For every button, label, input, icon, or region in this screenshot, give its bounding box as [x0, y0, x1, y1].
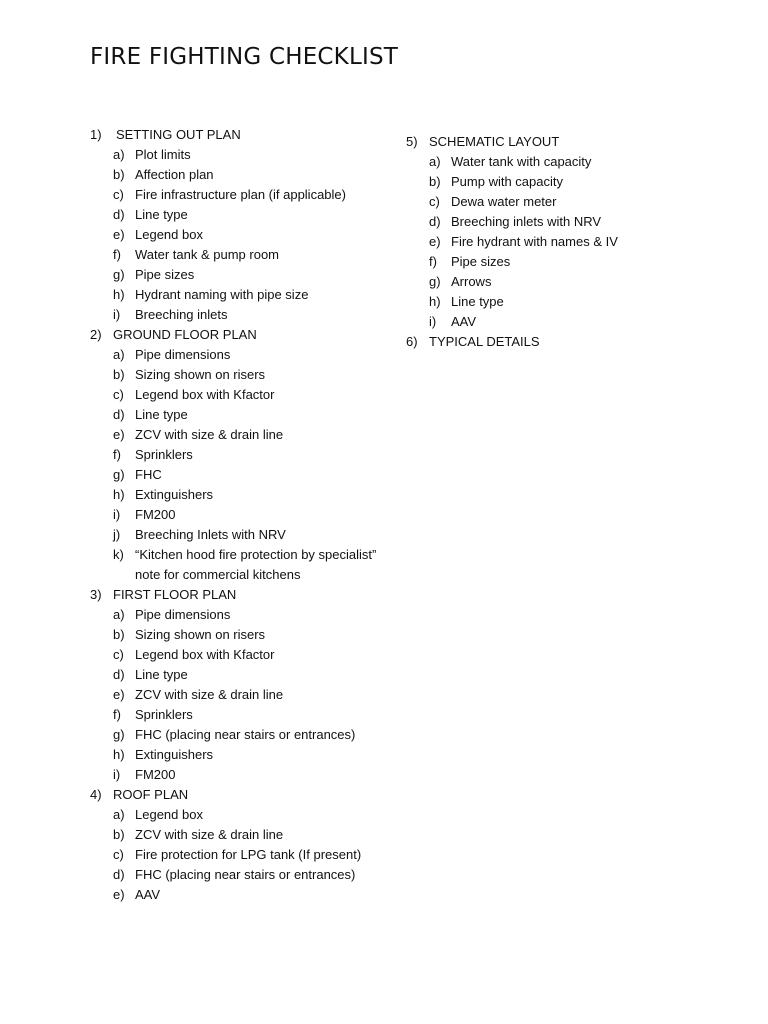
checklist-item — [90, 445, 380, 465]
section-heading — [90, 785, 380, 805]
item-letter: i) — [429, 314, 437, 329]
checklist-item — [90, 745, 380, 765]
item-letter: f) — [113, 447, 121, 462]
checklist-item — [90, 285, 380, 305]
item-text: Pipe dimensions — [135, 607, 231, 622]
checklist-item — [406, 232, 726, 252]
item-text: Sizing shown on risers — [135, 627, 266, 642]
item-text: Line type — [135, 207, 188, 222]
item-letter: e) — [113, 227, 125, 242]
item-text: Plot limits — [135, 147, 191, 162]
item-text: Line type — [135, 407, 188, 422]
item-text: Legend box with Kfactor — [135, 387, 275, 402]
item-text: Dewa water meter — [451, 194, 557, 209]
item-letter: a) — [429, 154, 441, 169]
section-heading — [90, 585, 380, 605]
item-letter: c) — [113, 847, 124, 862]
item-text: FM200 — [135, 767, 176, 782]
item-letter: a) — [113, 607, 125, 622]
checklist-item — [406, 292, 726, 312]
item-text: Affection plan — [135, 167, 214, 182]
checklist-item — [406, 172, 726, 192]
item-letter: c) — [113, 647, 124, 662]
checklist-item — [90, 145, 380, 165]
item-letter: b) — [113, 167, 125, 182]
item-letter: e) — [113, 427, 125, 442]
item-text: Arrows — [451, 274, 492, 289]
item-text: Legend box with Kfactor — [135, 647, 275, 662]
section-heading — [406, 132, 726, 152]
section-number: 4) — [90, 787, 102, 802]
item-letter: b) — [113, 827, 125, 842]
item-letter: g) — [429, 274, 441, 289]
item-text: Extinguishers — [135, 487, 214, 502]
item-letter: g) — [113, 467, 125, 482]
item-letter: g) — [113, 267, 125, 282]
checklist-item — [90, 265, 380, 285]
checklist-left-column — [90, 125, 380, 905]
checklist-item — [90, 365, 380, 385]
item-text: Hydrant naming with pipe size — [135, 287, 309, 302]
item-letter: h) — [113, 287, 125, 302]
item-letter: i) — [113, 507, 121, 522]
section-label: SETTING OUT PLAN — [116, 127, 241, 142]
checklist-item — [90, 805, 380, 825]
item-text: Line type — [135, 667, 188, 682]
item-text: FHC (placing near stairs or entrances) — [135, 867, 356, 882]
checklist-item — [90, 605, 380, 625]
item-text: AAV — [451, 314, 477, 329]
checklist-item — [90, 885, 380, 905]
item-text: Legend box — [135, 807, 203, 822]
item-text: Water tank with capacity — [451, 154, 592, 169]
item-text: “Kitchen hood fire protection by specialist” note for commercial kitchens — [135, 547, 377, 582]
item-text: FHC — [135, 467, 162, 482]
checklist-item — [406, 192, 726, 212]
section-heading — [90, 325, 380, 345]
section-number: 3) — [90, 587, 102, 602]
section-number: 1) — [90, 127, 102, 142]
item-text: FHC (placing near stairs or entrances) — [135, 727, 356, 742]
item-text: Legend box — [135, 227, 203, 242]
item-letter: d) — [113, 207, 125, 222]
item-text: Fire infrastructure plan (if applicable) — [135, 187, 346, 202]
item-letter: h) — [429, 294, 441, 309]
item-text: Sprinklers — [135, 447, 193, 462]
checklist-item — [90, 245, 380, 265]
checklist-item — [90, 705, 380, 725]
item-letter: d) — [113, 867, 125, 882]
item-text: AAV — [135, 887, 161, 902]
item-text: Pipe sizes — [451, 254, 511, 269]
item-text: Pipe sizes — [135, 267, 195, 282]
checklist-item — [90, 545, 380, 585]
checklist-item — [90, 305, 380, 325]
item-letter: f) — [429, 254, 437, 269]
checklist-item — [90, 385, 380, 405]
checklist-item — [90, 765, 380, 785]
item-text: Extinguishers — [135, 747, 214, 762]
checklist-item — [90, 525, 380, 545]
item-letter: b) — [429, 174, 441, 189]
item-letter: i) — [113, 767, 121, 782]
item-letter: i) — [113, 307, 121, 322]
item-text: Sizing shown on risers — [135, 367, 266, 382]
checklist-right-column — [406, 132, 726, 352]
section-label: SCHEMATIC LAYOUT — [429, 134, 560, 149]
checklist-item — [406, 272, 726, 292]
item-letter: h) — [113, 747, 125, 762]
item-letter: a) — [113, 807, 125, 822]
item-text: Breeching inlets with NRV — [451, 214, 602, 229]
item-letter: e) — [429, 234, 441, 249]
item-letter: f) — [113, 707, 121, 722]
item-letter: a) — [113, 347, 125, 362]
checklist-item — [90, 665, 380, 685]
checklist-item — [90, 845, 380, 865]
checklist-item — [406, 252, 726, 272]
checklist-item — [406, 312, 726, 332]
checklist-item — [90, 205, 380, 225]
checklist-item — [90, 345, 380, 365]
item-letter: g) — [113, 727, 125, 742]
item-text: ZCV with size & drain line — [135, 427, 284, 442]
item-letter: c) — [113, 387, 124, 402]
checklist-item — [90, 465, 380, 485]
item-text: Pump with capacity — [451, 174, 563, 189]
item-text: Water tank & pump room — [135, 247, 280, 262]
checklist-item — [406, 212, 726, 232]
checklist-item — [90, 625, 380, 645]
item-letter: c) — [429, 194, 440, 209]
item-letter: k) — [113, 547, 124, 562]
checklist-item — [90, 505, 380, 525]
item-letter: e) — [113, 887, 125, 902]
item-letter: a) — [113, 147, 125, 162]
item-letter: f) — [113, 247, 121, 262]
page-title: FIRE FIGHTING CHECKLIST — [90, 44, 399, 70]
checklist-item — [406, 152, 726, 172]
checklist-item — [90, 405, 380, 425]
item-text: Pipe dimensions — [135, 347, 231, 362]
section-label: FIRST FLOOR PLAN — [113, 587, 237, 602]
section-label: GROUND FLOOR PLAN — [113, 327, 257, 342]
checklist-item — [90, 825, 380, 845]
checklist-item — [90, 865, 380, 885]
checklist-item — [90, 645, 380, 665]
item-text: ZCV with size & drain line — [135, 827, 284, 842]
item-text: Sprinklers — [135, 707, 193, 722]
section-number: 2) — [90, 327, 102, 342]
checklist-item — [90, 165, 380, 185]
checklist-item — [90, 185, 380, 205]
checklist-item — [90, 485, 380, 505]
item-letter: b) — [113, 627, 125, 642]
checklist-item — [90, 225, 380, 245]
item-letter: j) — [113, 527, 121, 542]
item-letter: h) — [113, 487, 125, 502]
item-text: FM200 — [135, 507, 176, 522]
section-number: 5) — [406, 134, 418, 149]
section-heading — [90, 125, 380, 145]
section-label: TYPICAL DETAILS — [429, 334, 540, 349]
checklist-item — [90, 425, 380, 445]
item-text: Breeching inlets — [135, 307, 228, 322]
item-letter: d) — [429, 214, 441, 229]
section-number: 6) — [406, 334, 418, 349]
item-text: Fire hydrant with names & IV — [451, 234, 618, 249]
item-text: Breeching Inlets with NRV — [135, 527, 286, 542]
item-letter: b) — [113, 367, 125, 382]
item-letter: c) — [113, 187, 124, 202]
checklist-item — [90, 725, 380, 745]
checklist-item — [90, 685, 380, 705]
item-letter: d) — [113, 667, 125, 682]
item-text: Fire protection for LPG tank (If present) — [135, 847, 362, 862]
item-letter: d) — [113, 407, 125, 422]
section-heading — [406, 332, 726, 352]
item-text: Line type — [451, 294, 504, 309]
item-letter: e) — [113, 687, 125, 702]
item-text: ZCV with size & drain line — [135, 687, 284, 702]
section-label: ROOF PLAN — [113, 787, 189, 802]
